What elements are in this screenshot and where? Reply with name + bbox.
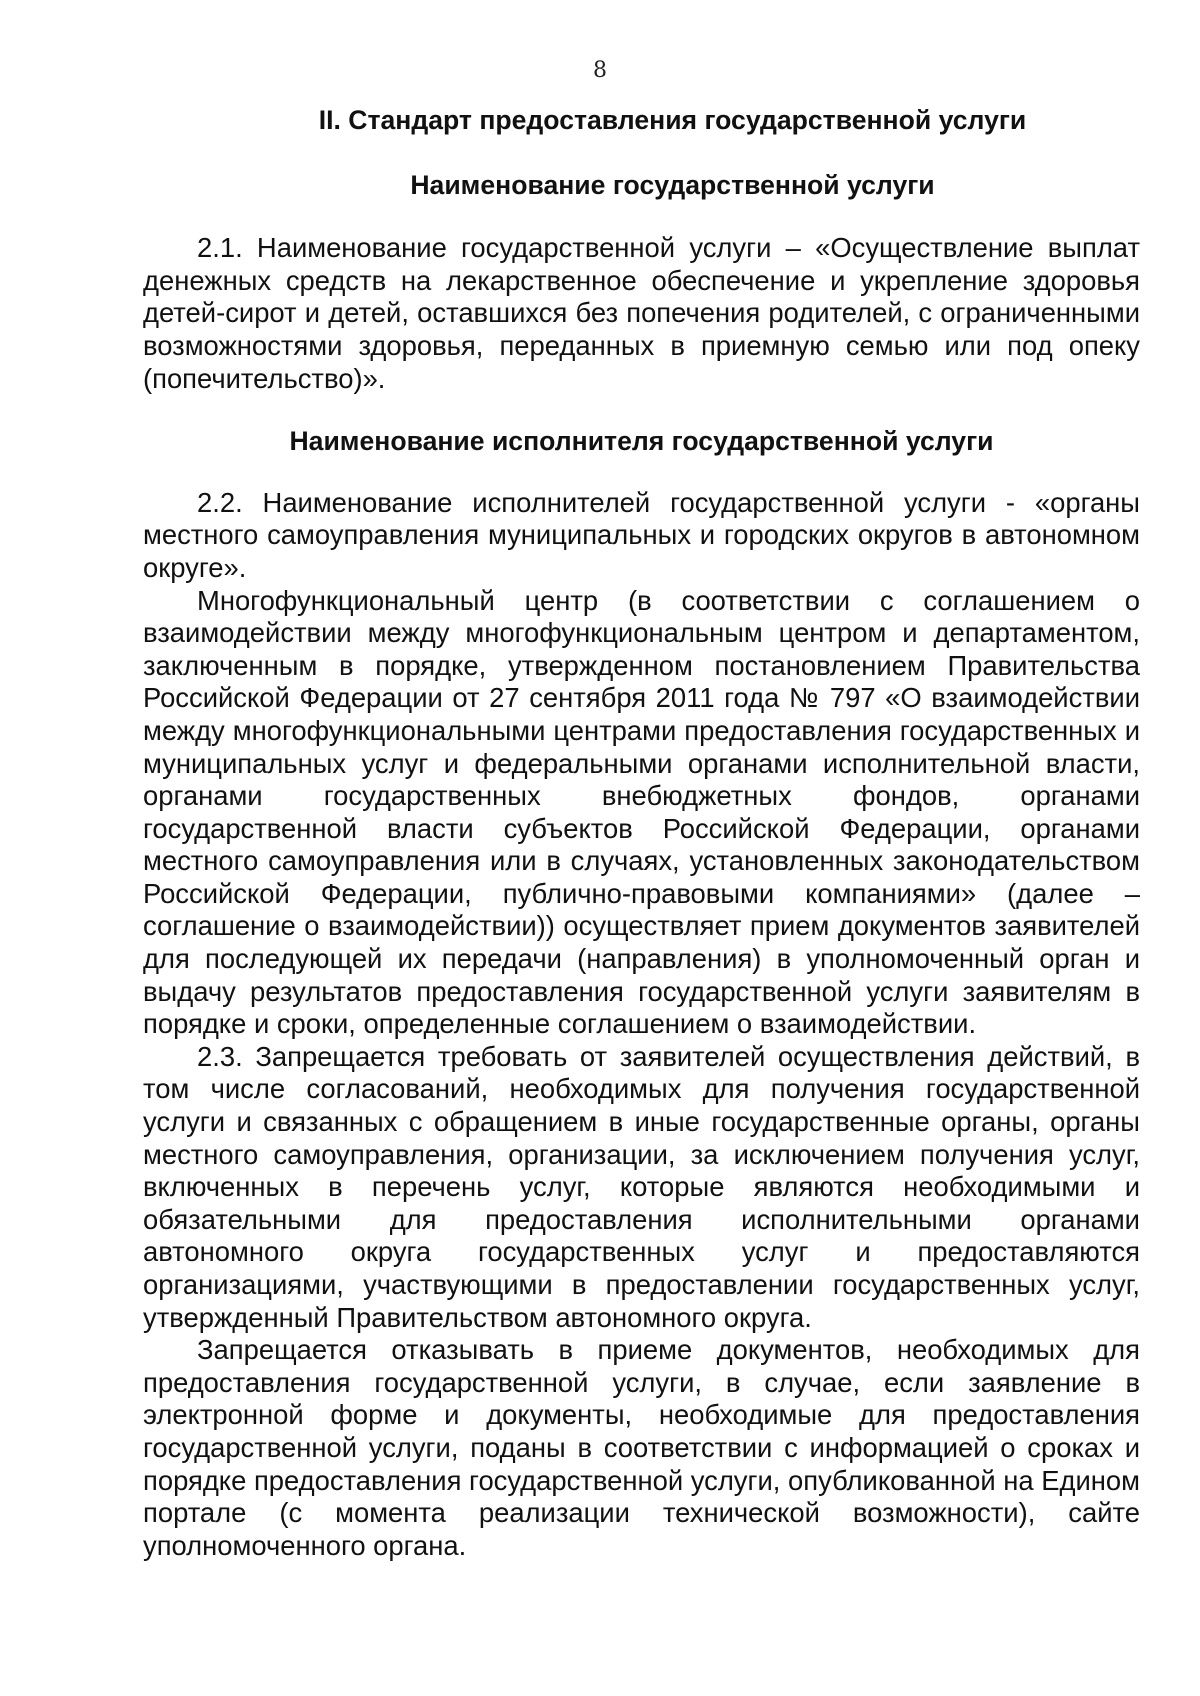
page-number: 8 xyxy=(593,58,607,83)
paragraph-mfc: Многофункциональный центр (в соответствии с соглашением о взаимодействии между многофункциональным центром и департаментом, заключенным в порядке, утвержденном постановлением Правительства Российской Федерации от 27 сентября 2011 года № 797 «О взаимодействии между многофункциональными центрами предоставления государственных и муниципальных услуг и федеральными органами исполнительной власти, органами государственных внебюджетных фондов, органами государственной власти субъектов Российской Федерации, органами местного самоуправления или в случаях, установленных законодательством Российской Федерации, публично-правовыми компаниями» (далее – соглашение о взаимодействии)) осуществляет прием документов заявителей для последующей их передачи (направления) в уполномоченный орган и выдачу результатов предоставления государственной услуги заявителям в порядке и сроки, определенные соглашением о взаимодействии. xyxy=(143,584,1140,1040)
paragraph-2-1: 2.1. Наименование государственной услуги – «Осуществление выплат денежных средств на лекарственное обеспечение и укрепление здоровья детей-сирот и детей, оставшихся без попечения родителей, с ограниченными возможностями здоровья, переданных в приемную семью или под опеку (попечительство)». xyxy=(143,232,1140,394)
paragraph-2-2: 2.2. Наименование исполнителей государственной услуги - «органы местного самоуправления муниципальных и городских округов в автономном округе». xyxy=(143,486,1140,583)
subsection-title-service-name: Наименование государственной услуги xyxy=(410,169,935,200)
subsection-title-service-executor: Наименование исполнителя государственной услуги xyxy=(289,426,994,457)
section-title: II. Стандарт предоставления государственной услуги xyxy=(318,105,1027,135)
paragraph-2-3: 2.3. Запрещается требовать от заявителей осуществления действий, в том числе согласований, необходимых для получения государственной услуги и связанных с обращением в иные государственные органы, органы местного самоуправления, организации, за исключением получения услуг, включенных в перечень услуг, которые являются необходимыми и обязательными для предоставления исполнительными органами автономного округа государственных услуг и предоставляются организациями, участвующими в предоставлении государственных услуг, утвержденный Правительством автономного округа. xyxy=(143,1040,1140,1333)
paragraph-refusal-prohibition: Запрещается отказывать в приеме документов, необходимых для предоставления государственной услуги, в случае, если заявление в электронной форме и документы, необходимые для предоставления государственной услуги, поданы в соответствии с информацией о сроках и порядке предоставления государственной услуги, опубликованной на Едином портале (с момента реализации технической возможности), сайте уполномоченного органа. xyxy=(143,1334,1140,1561)
document-body xyxy=(143,104,1140,1562)
